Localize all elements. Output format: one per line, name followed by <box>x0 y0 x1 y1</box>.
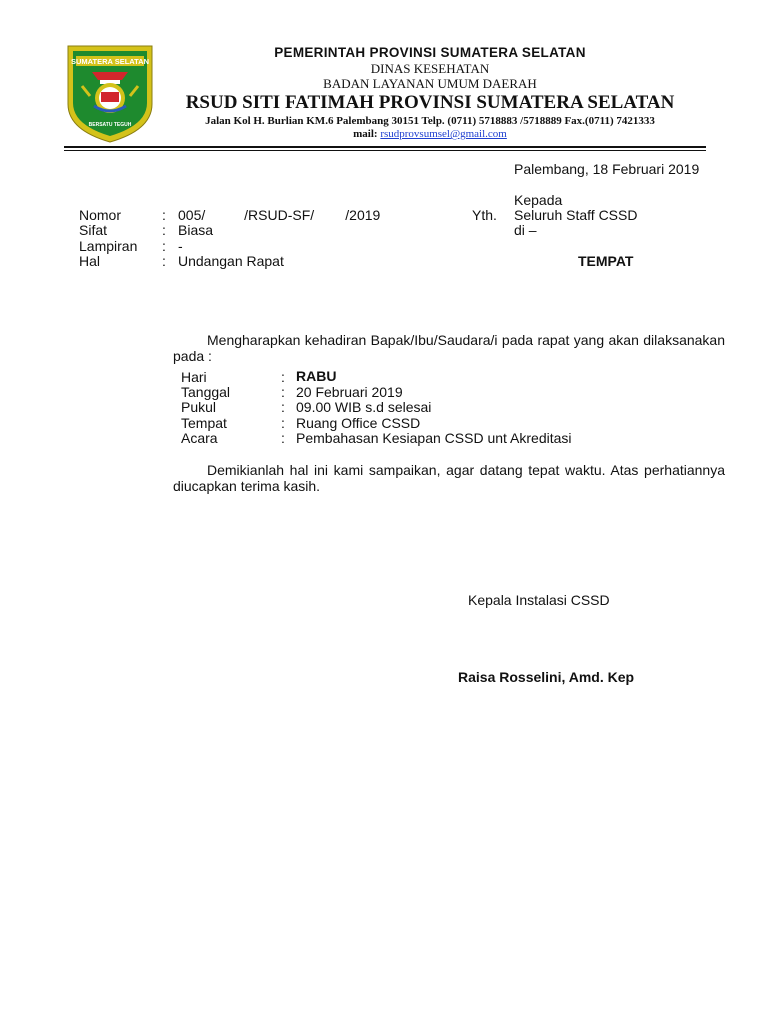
detail-label: Hari <box>181 369 207 385</box>
meta-label: Hal <box>79 253 101 269</box>
recipient-di: di – <box>514 222 537 238</box>
meta-value: Undangan Rapat <box>178 253 284 269</box>
hospital-name: RSUD SITI FATIMAH PROVINSI SUMATERA SELATAN <box>185 92 675 113</box>
recipient-yth: Yth. <box>472 207 497 223</box>
date-line: Palembang, 18 Februari 2019 <box>514 161 700 177</box>
detail-label: Pukul <box>181 399 217 415</box>
recipient-kepada: Kepada <box>514 192 563 208</box>
meta-value: - <box>178 238 183 254</box>
detail-colon: : <box>281 415 285 431</box>
intro-paragraph: Mengharapkan kehadiran Bapak/Ibu/Saudara/i pada rapat yang akan dilaksanakan pada : <box>173 332 725 364</box>
letterhead-divider <box>64 146 706 148</box>
meta-value: 005/ /RSUD-SF/ /2019 <box>178 207 381 223</box>
government-name: PEMERINTAH PROVINSI SUMATERA SELATAN <box>274 45 586 60</box>
detail-value: 09.00 WIB s.d selesai <box>296 399 432 415</box>
signature-name: Raisa Rosselini, Amd. Kep <box>458 669 635 685</box>
closing-paragraph: Demikianlah hal ini kami sampaikan, agar datang tepat waktu. Atas perhatiannya diucapkan terima kasih. <box>173 462 725 494</box>
detail-colon: : <box>281 399 285 415</box>
detail-value: RABU <box>296 368 337 384</box>
agency-name: DINAS KESEHATAN <box>370 61 490 76</box>
mail-link[interactable]: rsudprovsumsel@gmail.com <box>380 128 507 140</box>
meta-label: Sifat <box>79 222 108 238</box>
logo-text-top: SUMATERA SELATAN <box>70 57 150 66</box>
meta-label: Lampiran <box>79 238 138 254</box>
meta-colon: : <box>162 222 166 238</box>
detail-colon: : <box>281 369 285 385</box>
detail-value: Ruang Office CSSD <box>296 415 421 431</box>
letterhead-divider-thin <box>64 150 706 151</box>
letterhead <box>160 44 700 141</box>
province-logo-icon <box>64 42 156 144</box>
detail-colon: : <box>281 384 285 400</box>
recipient-tempat: TEMPAT <box>578 253 634 269</box>
detail-value: Pembahasan Kesiapan CSSD unt Akreditasi <box>296 430 572 446</box>
detail-colon: : <box>281 430 285 446</box>
recipient-to: Seluruh Staff CSSD <box>514 207 638 223</box>
hospital-mail <box>160 128 700 141</box>
detail-value: 20 Februari 2019 <box>296 384 403 400</box>
mail-label: mail: <box>353 128 381 140</box>
meta-value: Biasa <box>178 222 214 238</box>
detail-label: Acara <box>181 430 218 446</box>
meta-label: Nomor <box>79 207 122 223</box>
agency-type: BADAN LAYANAN UMUM DAERAH <box>323 76 537 91</box>
meta-colon: : <box>162 253 166 269</box>
meta-colon: : <box>162 238 166 254</box>
logo-text-bottom: BERSATU TEGUH <box>88 122 132 128</box>
signature-position: Kepala Instalasi CSSD <box>468 592 610 608</box>
detail-label: Tempat <box>181 415 227 431</box>
meta-colon: : <box>162 207 166 223</box>
hospital-address: Jalan Kol H. Burlian KM.6 Palembang 30151 Telp. (0711) 5718883 /5718889 Fax.(0711) 7421333 <box>205 115 655 127</box>
detail-label: Tanggal <box>181 384 231 400</box>
